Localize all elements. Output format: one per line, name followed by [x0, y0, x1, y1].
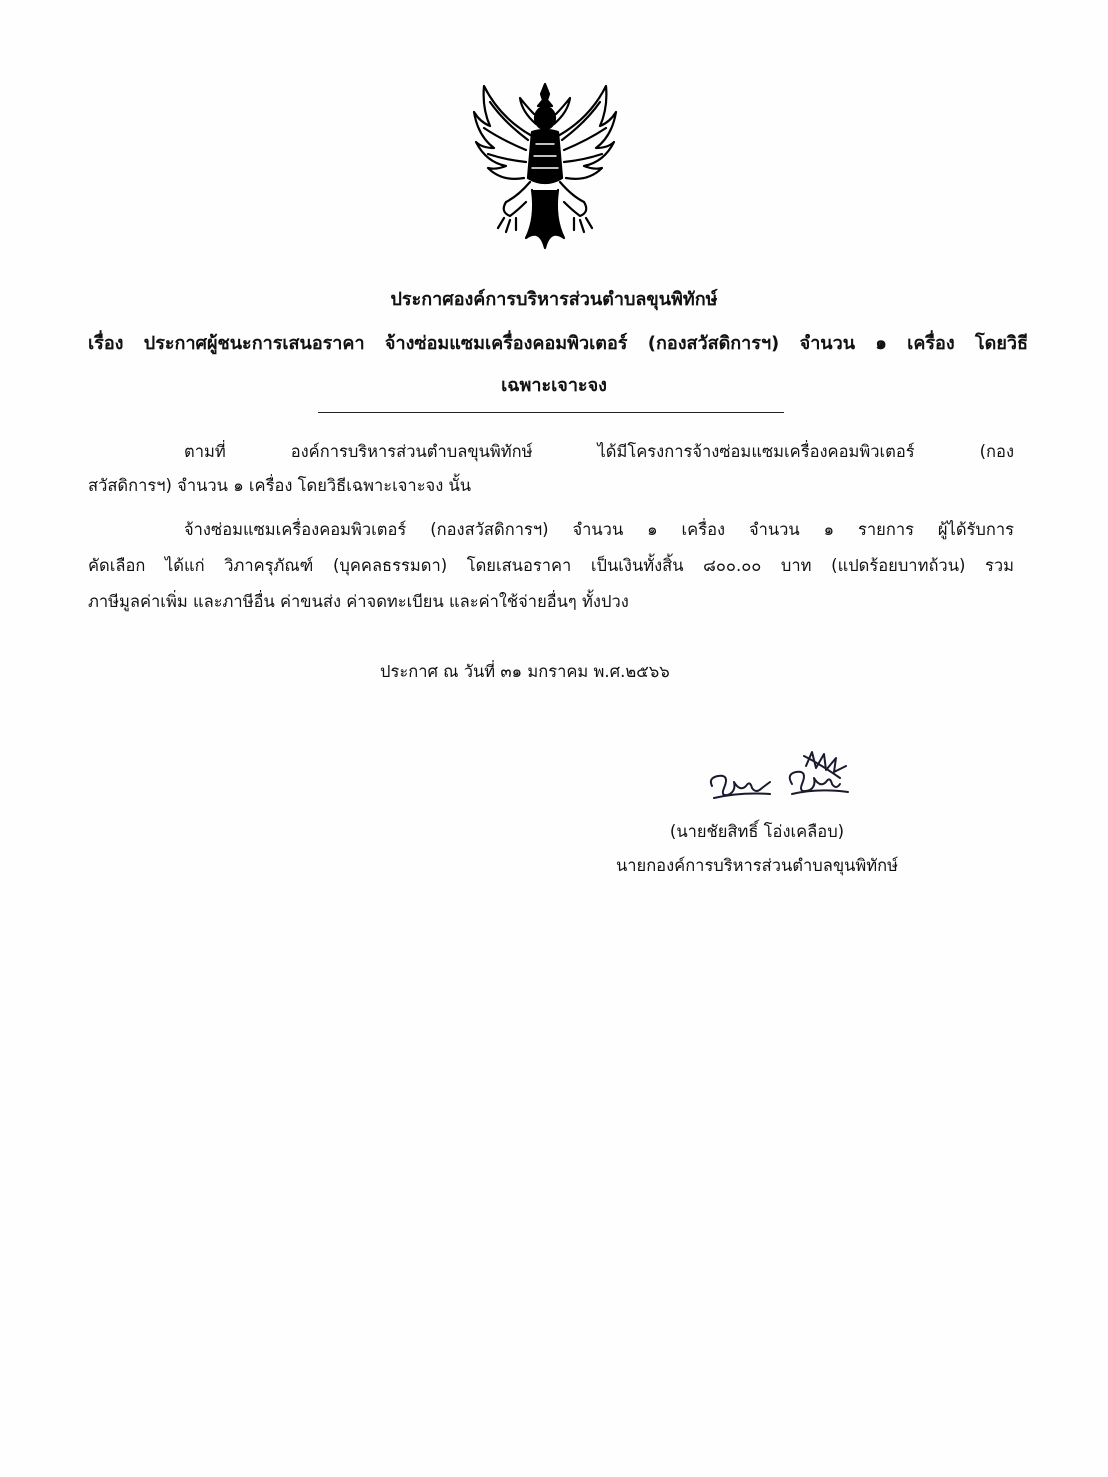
title-divider — [318, 412, 784, 413]
announcement-date: ประกาศ ณ วันที่ ๓๑ มกราคม พ.ศ.๒๕๖๖ — [380, 662, 670, 681]
signer-position: นายกองค์การบริหารส่วนตำบลขุนพิทักษ์ — [615, 856, 899, 875]
announcement-title: ประกาศองค์การบริหารส่วนตำบลขุนพิทักษ์ — [390, 289, 718, 310]
announcement-subject: เรื่อง ประกาศผู้ชนะการเสนอราคา จ้างซ่อมแซมเครื่องคอมพิวเตอร์ (กองสวัสดิการฯ) จำนวน ๑ เครื่อง โดยวิธี — [88, 333, 1028, 354]
paragraph-2-line-3: ภาษีมูลค่าเพิ่ม และภาษีอื่น ค่าขนส่ง ค่าจดทะเบียน และค่าใช้จ่ายอื่นๆ ทั้งปวง — [88, 592, 629, 611]
garuda-emblem-icon — [470, 78, 620, 256]
paragraph-2-line-2: คัดเลือก ได้แก่ วิภาครุภัณฑ์ (บุคคลธรรมดา) โดยเสนอราคา เป็นเงินทั้งสิ้น ๘๐๐.๐๐ บาท (แปดร้อยบาทถ้วน) รวม — [88, 556, 1014, 575]
announcement-subject-continued: เฉพาะเจาะจง — [501, 375, 607, 396]
signer-name: (นายชัยสิทธิ์ โอ่งเคลือบ) — [669, 822, 845, 841]
paragraph-1-line-1: ตามที่ องค์การบริหารส่วนตำบลขุนพิทักษ์ ได้มีโครงการจ้างซ่อมแซมเครื่องคอมพิวเตอร์ (กอง — [184, 442, 1014, 461]
paragraph-1-line-2: สวัสดิการฯ) จำนวน ๑ เครื่อง โดยวิธีเฉพาะเจาะจง นั้น — [88, 476, 472, 495]
handwritten-signature-icon — [700, 748, 860, 808]
paragraph-2-line-1: จ้างซ่อมแซมเครื่องคอมพิวเตอร์ (กองสวัสดิการฯ) จำนวน ๑ เครื่อง จำนวน ๑ รายการ ผู้ได้รับการ — [184, 520, 1014, 539]
